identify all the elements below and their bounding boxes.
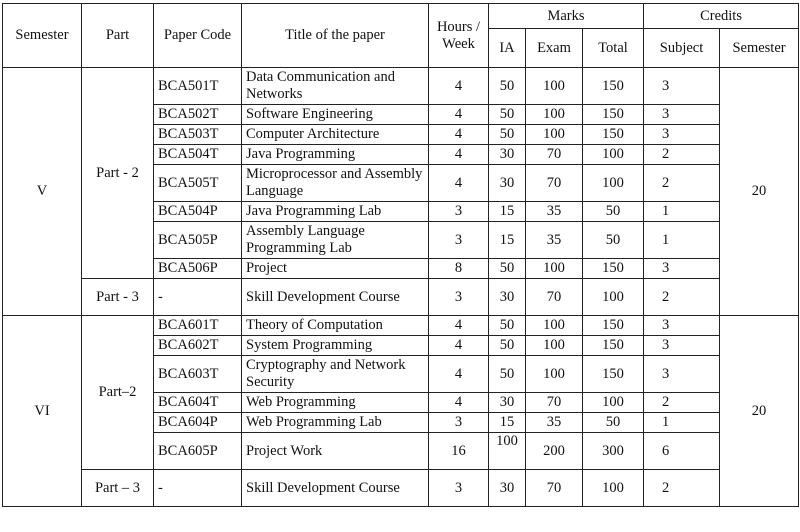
exam-cell: 100 xyxy=(526,336,583,356)
total-cell: 150 xyxy=(583,356,644,393)
header-marks: Marks xyxy=(489,4,644,29)
exam-cell: 35 xyxy=(526,222,583,259)
ia-cell: 50 xyxy=(489,336,526,356)
subject-credit-cell: 1 xyxy=(644,222,720,259)
ia-cell: 50 xyxy=(489,68,526,105)
paper-title-cell: Project xyxy=(242,259,429,279)
hours-cell: 3 xyxy=(429,413,489,433)
subject-credit-cell: 3 xyxy=(644,68,720,105)
header-paper-code: Paper Code xyxy=(154,4,242,68)
ia-cell: 30 xyxy=(489,279,526,316)
semester-cell: V xyxy=(3,68,82,316)
hours-cell: 3 xyxy=(429,222,489,259)
paper-title-cell: Project Work xyxy=(242,433,429,470)
total-cell: 150 xyxy=(583,336,644,356)
subject-credit-cell: 1 xyxy=(644,202,720,222)
paper-code-cell: BCA603T xyxy=(154,356,242,393)
hours-cell: 4 xyxy=(429,316,489,336)
ia-cell: 30 xyxy=(489,470,526,507)
paper-title-cell: Java Programming Lab xyxy=(242,202,429,222)
paper-title-cell: Computer Architecture xyxy=(242,125,429,145)
hours-cell: 8 xyxy=(429,259,489,279)
ia-cell: 30 xyxy=(489,165,526,202)
ia-cell: 15 xyxy=(489,202,526,222)
total-cell: 50 xyxy=(583,202,644,222)
table-row xyxy=(3,316,799,336)
subject-credit-cell: 3 xyxy=(644,105,720,125)
total-cell: 150 xyxy=(583,316,644,336)
ia-cell: 50 xyxy=(489,316,526,336)
part-cell: Part–2 xyxy=(82,316,154,470)
table-row xyxy=(3,68,799,105)
ia-cell: 100 xyxy=(489,433,526,470)
subject-credit-cell: 2 xyxy=(644,470,720,507)
hours-cell: 16 xyxy=(429,433,489,470)
table-body xyxy=(3,68,799,507)
subject-credit-cell: 3 xyxy=(644,259,720,279)
paper-code-cell: - xyxy=(154,470,242,507)
table-row xyxy=(3,279,799,316)
total-cell: 100 xyxy=(583,145,644,165)
header-ia: IA xyxy=(489,29,526,68)
header-part: Part xyxy=(82,4,154,68)
table-row xyxy=(3,470,799,507)
part-cell: Part – 3 xyxy=(82,470,154,507)
hours-cell: 4 xyxy=(429,165,489,202)
paper-title-cell: Skill Development Course xyxy=(242,279,429,316)
ia-cell: 30 xyxy=(489,393,526,413)
subject-credit-cell: 6 xyxy=(644,433,720,470)
header-total: Total xyxy=(583,29,644,68)
paper-code-cell: BCA504P xyxy=(154,202,242,222)
ia-cell: 50 xyxy=(489,259,526,279)
header-semester: Semester xyxy=(3,4,82,68)
paper-title-cell: Java Programming xyxy=(242,145,429,165)
total-cell: 150 xyxy=(583,105,644,125)
total-cell: 100 xyxy=(583,393,644,413)
subject-credit-cell: 3 xyxy=(644,336,720,356)
paper-code-cell: BCA601T xyxy=(154,316,242,336)
paper-code-cell: BCA504T xyxy=(154,145,242,165)
paper-code-cell: BCA503T xyxy=(154,125,242,145)
header-title: Title of the paper xyxy=(242,4,429,68)
subject-credit-cell: 2 xyxy=(644,165,720,202)
semester-cell: VI xyxy=(3,316,82,507)
paper-title-cell: Cryptography and Network Security xyxy=(242,356,429,393)
paper-title-cell: Theory of Computation xyxy=(242,316,429,336)
subject-credit-cell: 1 xyxy=(644,413,720,433)
paper-code-cell: BCA505T xyxy=(154,165,242,202)
ia-cell: 50 xyxy=(489,356,526,393)
ia-cell: 50 xyxy=(489,105,526,125)
exam-cell: 100 xyxy=(526,259,583,279)
paper-title-cell: Web Programming xyxy=(242,393,429,413)
paper-code-cell: BCA501T xyxy=(154,68,242,105)
hours-cell: 4 xyxy=(429,356,489,393)
hours-cell: 3 xyxy=(429,202,489,222)
hours-cell: 4 xyxy=(429,105,489,125)
hours-cell: 3 xyxy=(429,470,489,507)
hours-cell: 4 xyxy=(429,68,489,105)
curriculum-table xyxy=(2,3,799,507)
header-credits: Credits xyxy=(644,4,799,29)
part-cell: Part - 2 xyxy=(82,68,154,279)
total-cell: 150 xyxy=(583,259,644,279)
subject-credit-cell: 3 xyxy=(644,125,720,145)
ia-cell: 15 xyxy=(489,413,526,433)
header-subject: Subject xyxy=(644,29,720,68)
total-cell: 100 xyxy=(583,470,644,507)
paper-title-cell: Web Programming Lab xyxy=(242,413,429,433)
exam-cell: 100 xyxy=(526,125,583,145)
exam-cell: 35 xyxy=(526,413,583,433)
ia-cell: 15 xyxy=(489,222,526,259)
hours-cell: 4 xyxy=(429,145,489,165)
total-cell: 300 xyxy=(583,433,644,470)
paper-title-cell: Skill Development Course xyxy=(242,470,429,507)
exam-cell: 70 xyxy=(526,470,583,507)
hours-cell: 4 xyxy=(429,393,489,413)
paper-code-cell: BCA506P xyxy=(154,259,242,279)
paper-title-cell: Microprocessor and Assembly Language xyxy=(242,165,429,202)
total-cell: 50 xyxy=(583,413,644,433)
paper-title-cell: System Programming xyxy=(242,336,429,356)
paper-title-cell: Assembly Language Programming Lab xyxy=(242,222,429,259)
part-cell: Part - 3 xyxy=(82,279,154,316)
hours-cell: 4 xyxy=(429,125,489,145)
paper-code-cell: BCA604T xyxy=(154,393,242,413)
header-hours: Hours / Week xyxy=(429,4,489,68)
exam-cell: 100 xyxy=(526,316,583,336)
exam-cell: 70 xyxy=(526,393,583,413)
exam-cell: 100 xyxy=(526,105,583,125)
exam-cell: 200 xyxy=(526,433,583,470)
header-semester-credits: Semester xyxy=(720,29,799,68)
subject-credit-cell: 2 xyxy=(644,145,720,165)
hours-cell: 4 xyxy=(429,336,489,356)
paper-code-cell: BCA605P xyxy=(154,433,242,470)
exam-cell: 100 xyxy=(526,356,583,393)
paper-code-cell: - xyxy=(154,279,242,316)
exam-cell: 70 xyxy=(526,279,583,316)
total-cell: 100 xyxy=(583,279,644,316)
ia-cell: 50 xyxy=(489,125,526,145)
exam-cell: 70 xyxy=(526,145,583,165)
paper-code-cell: BCA604P xyxy=(154,413,242,433)
paper-title-cell: Data Communication and Networks xyxy=(242,68,429,105)
hours-cell: 3 xyxy=(429,279,489,316)
paper-code-cell: BCA505P xyxy=(154,222,242,259)
exam-cell: 100 xyxy=(526,68,583,105)
total-cell: 100 xyxy=(583,165,644,202)
paper-code-cell: BCA502T xyxy=(154,105,242,125)
semester-credit-cell: 20 xyxy=(720,68,799,316)
paper-code-cell: BCA602T xyxy=(154,336,242,356)
exam-cell: 70 xyxy=(526,165,583,202)
exam-cell: 35 xyxy=(526,202,583,222)
paper-title-cell: Software Engineering xyxy=(242,105,429,125)
total-cell: 150 xyxy=(583,68,644,105)
total-cell: 150 xyxy=(583,125,644,145)
ia-cell: 30 xyxy=(489,145,526,165)
semester-credit-cell: 20 xyxy=(720,316,799,507)
subject-credit-cell: 3 xyxy=(644,316,720,336)
total-cell: 50 xyxy=(583,222,644,259)
subject-credit-cell: 2 xyxy=(644,393,720,413)
subject-credit-cell: 2 xyxy=(644,279,720,316)
header-exam: Exam xyxy=(526,29,583,68)
subject-credit-cell: 3 xyxy=(644,356,720,393)
